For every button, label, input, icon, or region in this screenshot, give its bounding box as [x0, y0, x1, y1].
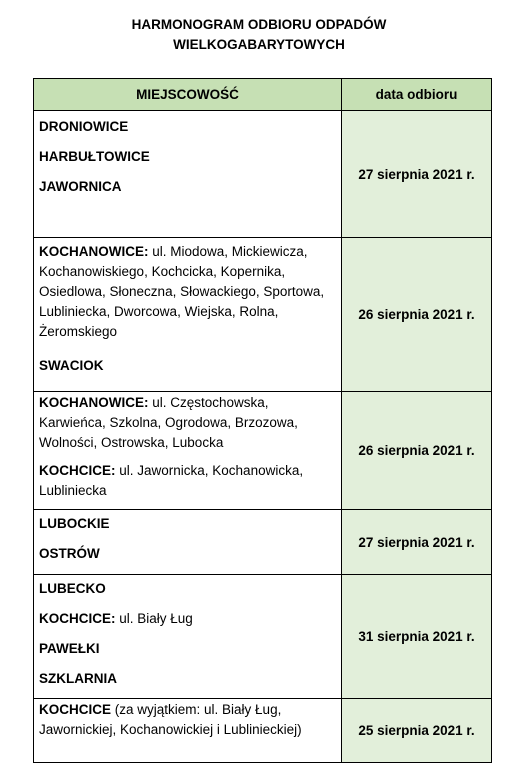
location-name: PAWEŁKI: [39, 641, 100, 656]
location-cell: [34, 111, 342, 238]
table-row: [34, 510, 492, 575]
location-entry: [39, 356, 336, 376]
table-header-row: [34, 79, 492, 111]
location-name: KOCHCICE:: [39, 463, 116, 478]
pickup-date-cell: 27 sierpnia 2021 r.: [342, 111, 492, 238]
pickup-date-cell: 31 sierpnia 2021 r.: [342, 575, 492, 699]
table-row: [34, 699, 492, 763]
location-cell: [34, 510, 342, 575]
table-row: [34, 111, 492, 238]
location-entry: [39, 514, 336, 534]
location-entry: [39, 117, 336, 137]
location-cell: [34, 392, 342, 510]
table-row: [34, 238, 492, 392]
location-name: KOCHANOWICE:: [39, 395, 149, 410]
location-entry: [39, 147, 336, 167]
location-entry: [39, 461, 336, 501]
location-streets: (za wyjątkiem: ul. Biały Ług, Jawornickiej, Kochanowickiej i Lublinieckiej): [39, 702, 302, 737]
pickup-date-cell: 26 sierpnia 2021 r.: [342, 392, 492, 510]
location-entry: [39, 700, 336, 740]
location-entry: [39, 242, 336, 342]
location-streets: ul. Biały Ług: [115, 611, 193, 626]
header-date: data odbioru: [342, 79, 492, 111]
location-entry: [39, 177, 336, 197]
location-entry: [39, 609, 336, 629]
table-row: [34, 575, 492, 699]
pickup-date-cell: 26 sierpnia 2021 r.: [342, 238, 492, 392]
location-name: KOCHCICE:: [39, 611, 116, 626]
location-cell: [34, 699, 342, 763]
table-row: [34, 392, 492, 510]
title-line-1: HARMONOGRAM ODBIORU ODPADÓW: [131, 17, 387, 32]
location-name: LUBOCKIE: [39, 516, 110, 531]
location-streets: ul. Jawornicka, Kochanowicka, Lubliniecka: [39, 463, 304, 498]
location-name: SWACIOK: [39, 358, 104, 373]
location-name: LUBECKO: [39, 581, 106, 596]
location-name: KOCHANOWICE:: [39, 244, 149, 259]
location-name: OSTRÓW: [39, 546, 100, 561]
location-entry: [39, 639, 336, 659]
location-cell: [34, 575, 342, 699]
location-streets: ul. Częstochowska, Karwieńca, Szkolna, Ogrodowa, Brzozowa, Wolności, Ostrowska, Lubocka: [39, 395, 298, 450]
header-location: MIEJSCOWOŚĆ: [34, 79, 342, 111]
location-entry: [39, 669, 336, 689]
location-entry: [39, 393, 336, 453]
pickup-date-cell: 27 sierpnia 2021 r.: [342, 510, 492, 575]
location-entry: [39, 544, 336, 564]
location-entry: [39, 579, 336, 599]
location-name: DRONIOWICE: [39, 119, 129, 134]
schedule-table: [33, 78, 492, 763]
location-name: JAWORNICA: [39, 179, 122, 194]
location-cell: [34, 238, 342, 392]
location-name: KOCHCICE: [39, 702, 112, 717]
location-name: SZKLARNIA: [39, 671, 117, 686]
document-title: [0, 15, 518, 55]
location-streets: ul. Miodowa, Mickiewicza, Kochanowiskiego, Kochcicka, Kopernika, Osiedlowa, Słoneczna, Słowackiego, Sportowa, Lubliniecka, Dworcowa, Wiejska, Rolna, Żeromskiego: [39, 244, 325, 339]
location-name: HARBUŁTOWICE: [39, 149, 150, 164]
title-line-2: WIELKOGABARYTOWYCH: [173, 37, 345, 52]
pickup-date-cell: 25 sierpnia 2021 r.: [342, 699, 492, 763]
